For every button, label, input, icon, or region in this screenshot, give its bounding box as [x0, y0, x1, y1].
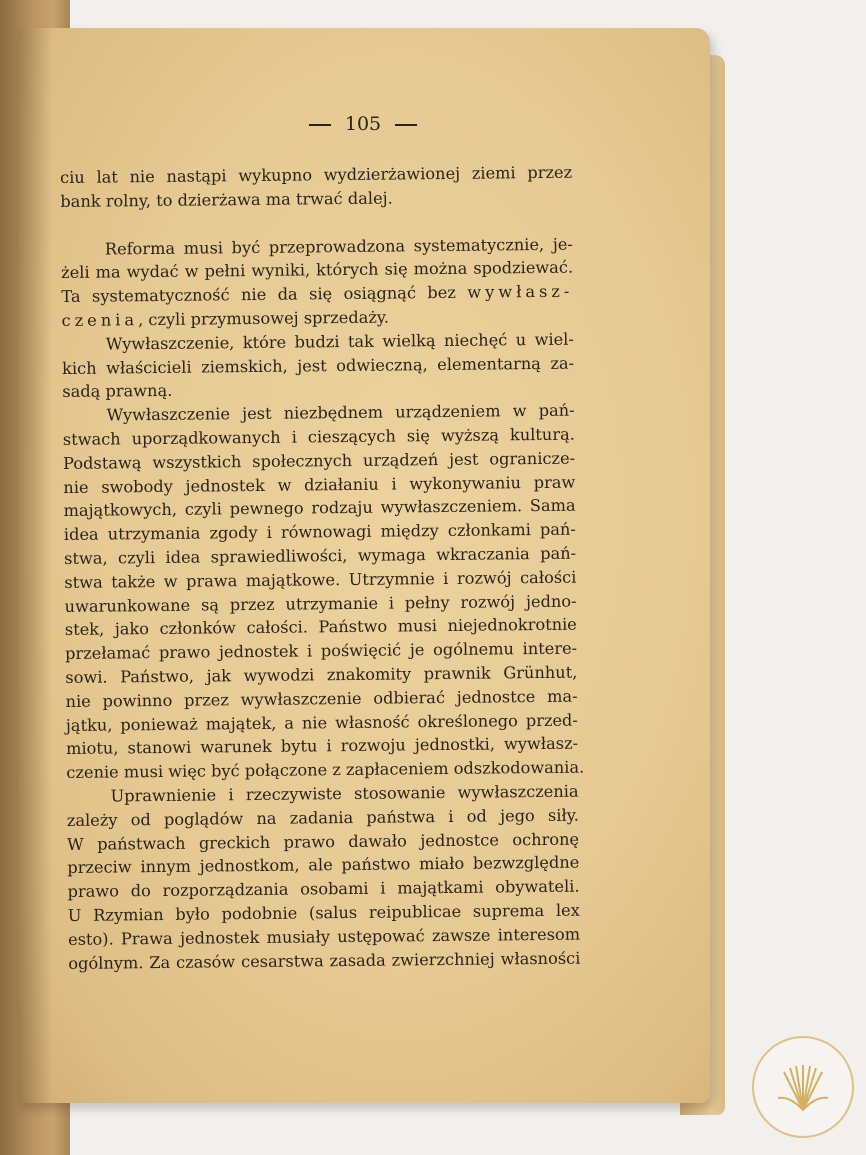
text-line: esto). Prawa jednostek musiały ustępować zawsze interesom [67, 924, 581, 949]
text-line: Reforma musi być przeprowadzona systematycznie, je- [104, 234, 573, 259]
text-line: majątkowych, czyli pewnego rodzaju wywłaszczeniem. Sama [63, 495, 576, 521]
text-line: Podstawą wszystkich społecznych urządzeń jest ogranicze- [63, 448, 576, 473]
text-line: sowi. Państwo, jak wywodzi znakomity prawnik Grünhut, [65, 662, 578, 687]
text-line: prawo do rozporządzania osobami i majątkami obywateli. [67, 876, 580, 902]
text-line: żeli ma wydać w pełni wyniki, których się można spodziewać. [61, 258, 574, 283]
page-number-dash-right [395, 124, 417, 126]
text-line: sadą prawną. [62, 381, 173, 402]
text-line: zależy od poglądów na zadania państwa i od jego siły. [66, 805, 579, 830]
text-line: stwach uporządkowanych i cieszących się wyższą kulturą. [62, 424, 575, 449]
text-line: nie powinno przez wywłaszczenie odbierać jednostce ma- [65, 686, 578, 711]
text-line: czenie musi więc być połączone z zapłaceniem odszkodowania. [66, 757, 585, 783]
text-line: uwarunkowane są przez utrzymanie i pełny rozwój jedno- [64, 591, 577, 616]
text-line: bank rolny, to dzierżawa ma trwać dalej. [60, 188, 393, 211]
text-line: kich właścicieli ziemskich, jest odwieczną, elementarną za- [62, 353, 575, 378]
text-line: W państwach greckich prawo dawało jednostce ochronę [67, 829, 580, 854]
book-page [18, 28, 710, 1103]
text-line: stwa, czyli idea sprawiedliwości, wymaga wkraczania pań- [64, 543, 577, 568]
text-line: ogólnym. Za czasów cesarstwa zasada zwierzchniej własności [68, 948, 581, 973]
spaced-emphasis-text: czenia [61, 310, 139, 330]
open-book-logo-icon [752, 1036, 854, 1138]
page-number-dash-left [309, 124, 331, 126]
text-fragment: , czyli przymusowej sprzedaży. [137, 307, 390, 330]
text-line: przełamać prawo jednostek i poświęcić je ogólnemu intere- [65, 638, 578, 664]
page-number [17, 113, 709, 135]
text-line: nie swobody jednostek w działaniu i wykonywaniu praw [63, 472, 576, 497]
text-line: miotu, stanowi warunek bytu i rozwoju jednostki, wywłasz- [66, 733, 579, 759]
text-fragment: Ta systematyczność nie da się osiągnąć bez [61, 282, 468, 307]
spine-shadow [18, 28, 52, 1103]
text-line: stwa także w prawa majątkowe. Utrzymnie i rozwój całości [64, 567, 577, 592]
page-number-value: 105 [344, 113, 382, 135]
text-line: idea utrzymania zgody i równowagi między członkami pań- [63, 519, 576, 545]
text-line: Uprawnienie i rzeczywiste stosowanie wywłaszczenia [110, 781, 579, 806]
body-text [60, 161, 585, 976]
text-line: Wywłaszczenie jest niezbędnem urządzeniem w pań- [106, 400, 575, 425]
spaced-emphasis-text: wywłasz- [467, 281, 574, 302]
text-line: Wywłaszczenie, które budzi tak wielką niechęć u wiel- [105, 329, 574, 354]
text-line: U Rzymian było podobnie (salus reipublicae suprema lex [67, 900, 580, 925]
text-line: ciu lat nie nastąpi wykupno wydzierżawionej ziemi przez [60, 162, 573, 187]
text-line: stek, jako członków całości. Państwo musi niejednokrotnie [64, 614, 577, 640]
text-line: przeciw innym jednostkom, ale państwo miało bezwzględne [67, 852, 580, 878]
text-line: jątku, ponieważ majątek, a nie własność określonego przed- [65, 710, 578, 735]
